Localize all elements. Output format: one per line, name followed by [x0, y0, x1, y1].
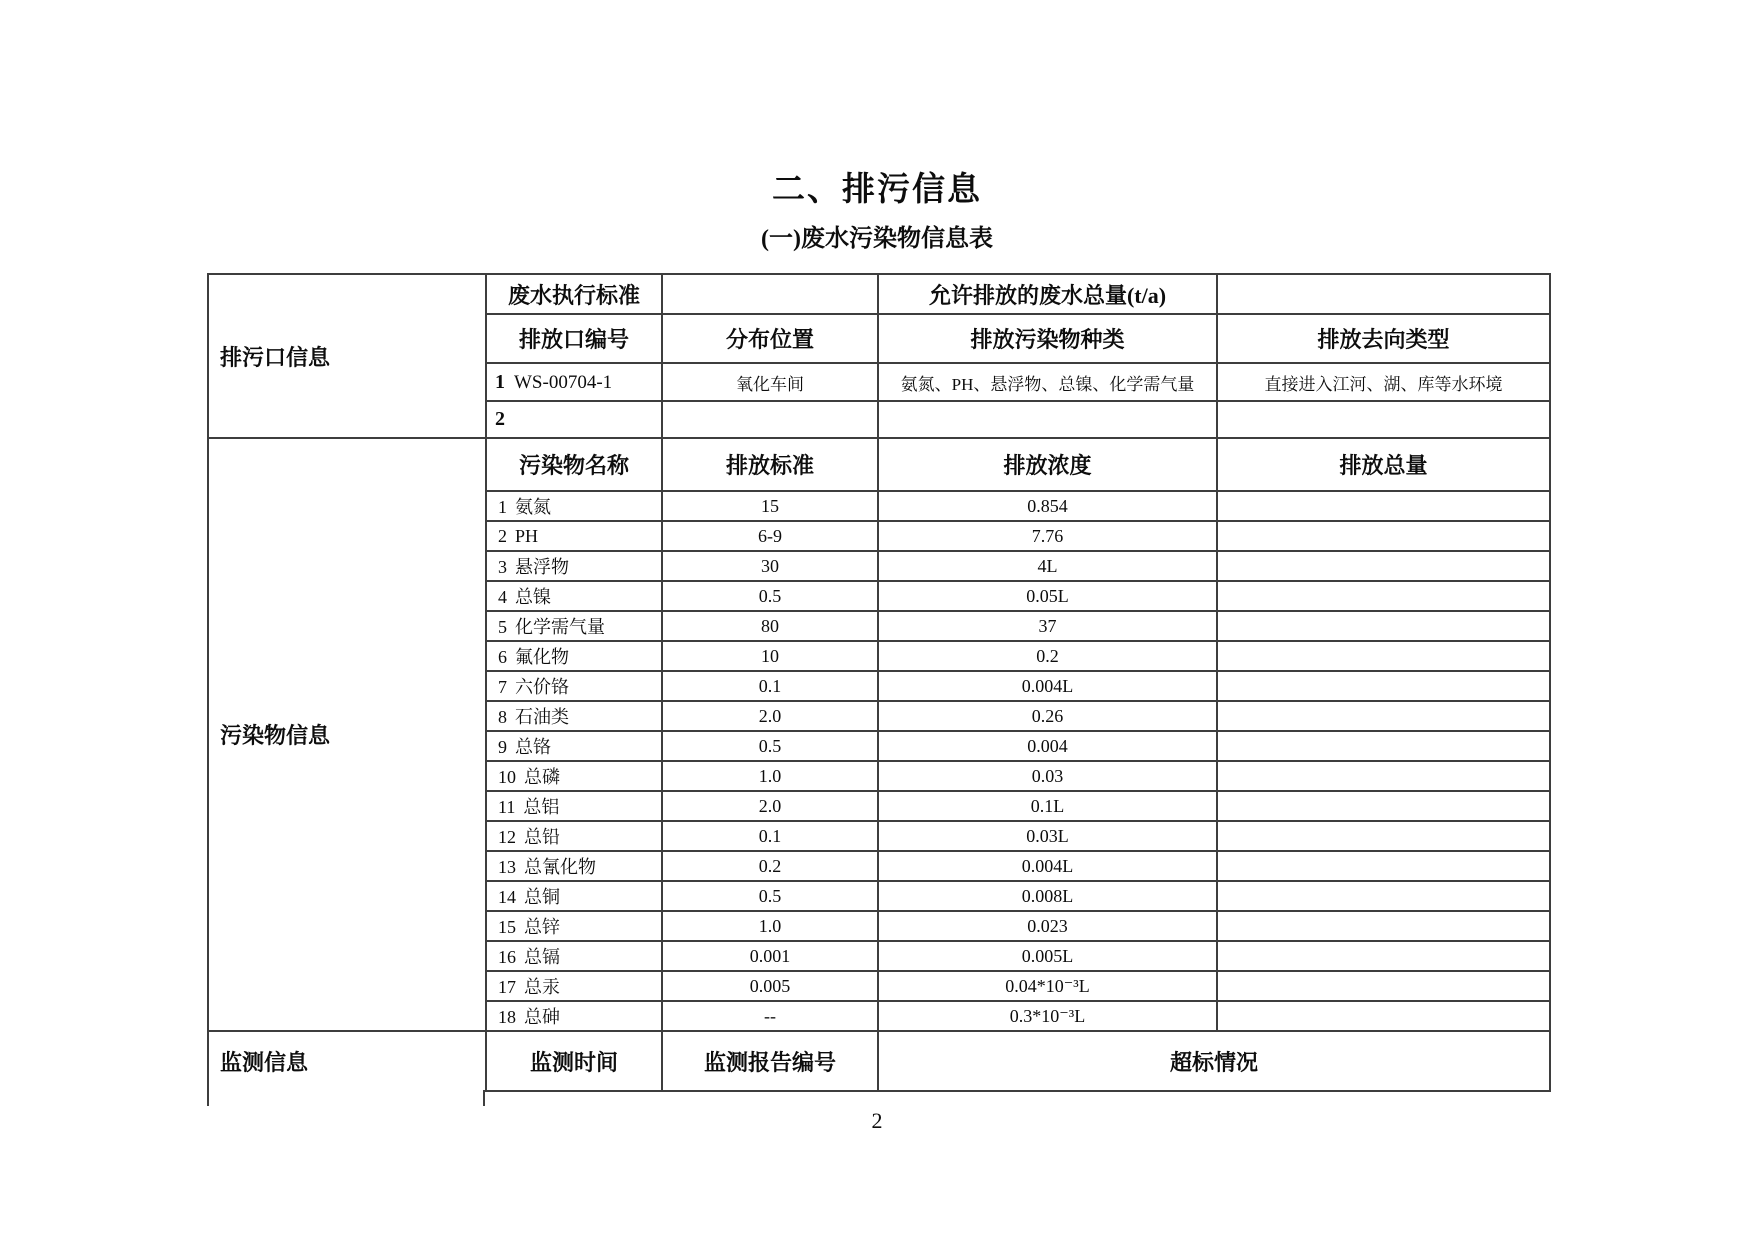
pollutant-total-cell: [1217, 791, 1550, 821]
pollutant-name: 总铅: [524, 827, 560, 847]
pollutant-standard-cell: 10: [662, 641, 878, 671]
pollutant-total-cell: [1217, 821, 1550, 851]
pollutant-total-cell: [1217, 1001, 1550, 1031]
pollutant-name: PH: [515, 525, 539, 546]
pollutant-name: 化学需气量: [515, 617, 605, 637]
outlet-destination-header: 排放去向类型: [1217, 314, 1550, 363]
pollutant-row-number: 17: [498, 977, 516, 997]
outlet-pollutant-types-header: 排放污染物种类: [878, 314, 1217, 363]
allowed-total-header: 允许排放的废水总量(t/a): [878, 274, 1217, 314]
pollutant-total-cell: [1217, 701, 1550, 731]
pollutant-name-cell: [486, 941, 662, 971]
pollutant-standard-cell: 1.0: [662, 911, 878, 941]
pollutant-name-cell: [486, 791, 662, 821]
pollutant-row-number: 15: [498, 917, 516, 937]
monitoring-header-row: [208, 1031, 1550, 1091]
pollutant-name: 总氰化物: [524, 857, 596, 877]
pollutant-total-cell: [1217, 851, 1550, 881]
pollutant-concentration-cell: 0.04*10⁻³L: [878, 971, 1217, 1001]
pollutant-name-cell: [486, 851, 662, 881]
pollutant-name-cell: [486, 731, 662, 761]
pollutant-name: 总镉: [524, 947, 560, 967]
monitoring-section-label: 监测信息: [208, 1031, 486, 1091]
pollutant-standard-cell: 6-9: [662, 521, 878, 551]
wastewater-standard-header: 废水执行标准: [486, 274, 662, 314]
outlet-destination-cell: 直接进入江河、湖、库等水环境: [1217, 363, 1550, 401]
pollutant-total-cell: [1217, 671, 1550, 701]
pollutant-name: 总镍: [515, 587, 551, 607]
pollutant-standard-cell: --: [662, 1001, 878, 1031]
doc-subtitle: (一)废水污染物信息表: [761, 226, 993, 252]
pollutant-standard-cell: 0.5: [662, 881, 878, 911]
pollutant-row-number: 7: [498, 677, 507, 697]
pollutant-total-cell: [1217, 941, 1550, 971]
pollutant-name: 氨氮: [515, 497, 551, 517]
pollutant-total-cell: [1217, 491, 1550, 521]
pollutant-standard-cell: 0.2: [662, 851, 878, 881]
pollutant-standard-cell: 30: [662, 551, 878, 581]
pollutant-name-cell: [486, 701, 662, 731]
pollutant-name: 氟化物: [515, 647, 569, 667]
pollutant-row-number: 13: [498, 857, 516, 877]
pollutant-concentration-cell: 0.26: [878, 701, 1217, 731]
pollutant-total-cell: [1217, 581, 1550, 611]
pollutant-name-cell: [486, 1001, 662, 1031]
pollutant-concentration-header: 排放浓度: [878, 438, 1217, 491]
pollutant-standard-cell: 1.0: [662, 761, 878, 791]
wastewater-standard-value-cell: [662, 274, 878, 314]
pollutant-standard-cell: 0.5: [662, 731, 878, 761]
pollutant-name: 总磷: [524, 767, 560, 787]
pollutant-concentration-cell: 37: [878, 611, 1217, 641]
pollutant-standard-cell: 15: [662, 491, 878, 521]
pollutant-total-cell: [1217, 911, 1550, 941]
pollutant-name-cell: [486, 641, 662, 671]
pollutant-name: 悬浮物: [515, 557, 569, 577]
pollutant-total-cell: [1217, 641, 1550, 671]
pollutant-concentration-cell: 0.05L: [878, 581, 1217, 611]
pollutant-standard-cell: 0.005: [662, 971, 878, 1001]
outlet-id-header: 排放口编号: [486, 314, 662, 363]
pollutant-row-number: 9: [498, 737, 507, 757]
monitoring-exceedance-header: 超标情况: [878, 1031, 1550, 1091]
monitoring-time-header: 监测时间: [486, 1031, 662, 1091]
pollutant-name-cell: [486, 671, 662, 701]
allowed-total-value-cell: [1217, 274, 1550, 314]
pollutant-name-cell: [486, 521, 662, 551]
pollutant-name-header: 污染物名称: [486, 438, 662, 491]
pollutant-row-number: 18: [498, 1007, 516, 1027]
page-number: 2: [871, 1108, 883, 1133]
outlet-pollutant-types-cell: 氨氮、PH、悬浮物、总镍、化学需气量: [878, 363, 1217, 401]
pollutant-row-number: 16: [498, 947, 516, 967]
monitoring-report-id-header: 监测报告编号: [662, 1031, 878, 1091]
outlet-id-cell: [486, 363, 662, 401]
pollutant-row-number: 10: [498, 767, 516, 787]
pollutant-concentration-cell: 0.023: [878, 911, 1217, 941]
pollutant-row-number: 2: [498, 525, 507, 546]
pollutant-name-cell: [486, 611, 662, 641]
pollutant-concentration-cell: 0.005L: [878, 941, 1217, 971]
pollutant-name-cell: [486, 911, 662, 941]
pollutant-row-number: 3: [498, 557, 507, 577]
outlet-location-header: 分布位置: [662, 314, 878, 363]
pollutant-concentration-cell: 0.004: [878, 731, 1217, 761]
outlet-id-value: WS-00704-1: [514, 371, 613, 393]
pollutant-total-cell: [1217, 761, 1550, 791]
pollutant-name: 总铝: [523, 797, 560, 817]
outlet-header-row-1: [208, 274, 1550, 314]
pollutant-concentration-cell: 0.03L: [878, 821, 1217, 851]
pollutant-total-cell: [1217, 731, 1550, 761]
pollutant-standard-cell: 0.1: [662, 671, 878, 701]
pollutant-name-cell: [486, 821, 662, 851]
pollutant-row-number: 8: [498, 707, 507, 727]
outlet-pollutant-types-cell: [878, 401, 1217, 438]
pollutant-header-row: [208, 438, 1550, 491]
pollutant-name: 六价铬: [515, 677, 569, 697]
pollutant-concentration-cell: 0.3*10⁻³L: [878, 1001, 1217, 1031]
doc-title: 二、排污信息: [772, 172, 982, 208]
pollutant-name: 石油类: [515, 707, 569, 727]
pollutant-name-cell: [486, 761, 662, 791]
pollutant-total-cell: [1217, 521, 1550, 551]
pollutant-total-header: 排放总量: [1217, 438, 1550, 491]
pollutant-standard-cell: 2.0: [662, 701, 878, 731]
pollutant-concentration-cell: 0.03: [878, 761, 1217, 791]
pollutant-standard-cell: 0.5: [662, 581, 878, 611]
pollutant-concentration-cell: 0.2: [878, 641, 1217, 671]
pollutant-name-cell: [486, 971, 662, 1001]
outlet-id-cell: [486, 401, 662, 438]
pollutant-row-number: 14: [498, 887, 516, 907]
outlet-section-label: 排污口信息: [208, 274, 486, 438]
pollutant-total-cell: [1217, 611, 1550, 641]
pollutant-name-cell: [486, 551, 662, 581]
pollutant-row-number: 1: [498, 497, 507, 517]
outlet-row-number: 2: [495, 408, 505, 430]
pollutant-name: 总铜: [524, 887, 560, 907]
outlet-location-cell: 氧化车间: [662, 363, 878, 401]
pollutant-total-cell: [1217, 881, 1550, 911]
pollutant-name-cell: [486, 581, 662, 611]
outlet-destination-cell: [1217, 401, 1550, 438]
pollutant-concentration-cell: 0.1L: [878, 791, 1217, 821]
pollutant-concentration-cell: 7.76: [878, 521, 1217, 551]
pollutant-total-cell: [1217, 971, 1550, 1001]
pollutant-concentration-cell: 0.004L: [878, 671, 1217, 701]
pollutant-section-label: 污染物信息: [208, 438, 486, 1031]
pollutant-concentration-cell: 0.004L: [878, 851, 1217, 881]
pollutant-standard-cell: 0.001: [662, 941, 878, 971]
pollutant-name: 总汞: [524, 977, 560, 997]
table-page-cut-continuation: [207, 1090, 485, 1106]
pollutant-row-number: 6: [498, 647, 507, 667]
pollutant-row-number: 4: [498, 587, 507, 607]
pollutant-row-number: 11: [498, 797, 516, 817]
pollutant-standard-header: 排放标准: [662, 438, 878, 491]
pollutant-total-cell: [1217, 551, 1550, 581]
pollutant-row-number: 5: [498, 617, 507, 637]
pollutant-name: 总砷: [524, 1007, 560, 1027]
pollutant-concentration-cell: 0.008L: [878, 881, 1217, 911]
pollutant-row-number: 12: [498, 827, 516, 847]
pollutant-concentration-cell: 0.854: [878, 491, 1217, 521]
pollutant-name: 总锌: [524, 917, 560, 937]
pollutant-standard-cell: 80: [662, 611, 878, 641]
pollutant-standard-cell: 2.0: [662, 791, 878, 821]
wastewater-pollutant-table: [207, 273, 1551, 1092]
pollutant-name-cell: [486, 491, 662, 521]
outlet-row-number: 1: [495, 370, 505, 393]
pollutant-name-cell: [486, 881, 662, 911]
pollutant-standard-cell: 0.1: [662, 821, 878, 851]
outlet-location-cell: [662, 401, 878, 438]
pollutant-concentration-cell: 4L: [878, 551, 1217, 581]
pollutant-name: 总铬: [515, 737, 551, 757]
